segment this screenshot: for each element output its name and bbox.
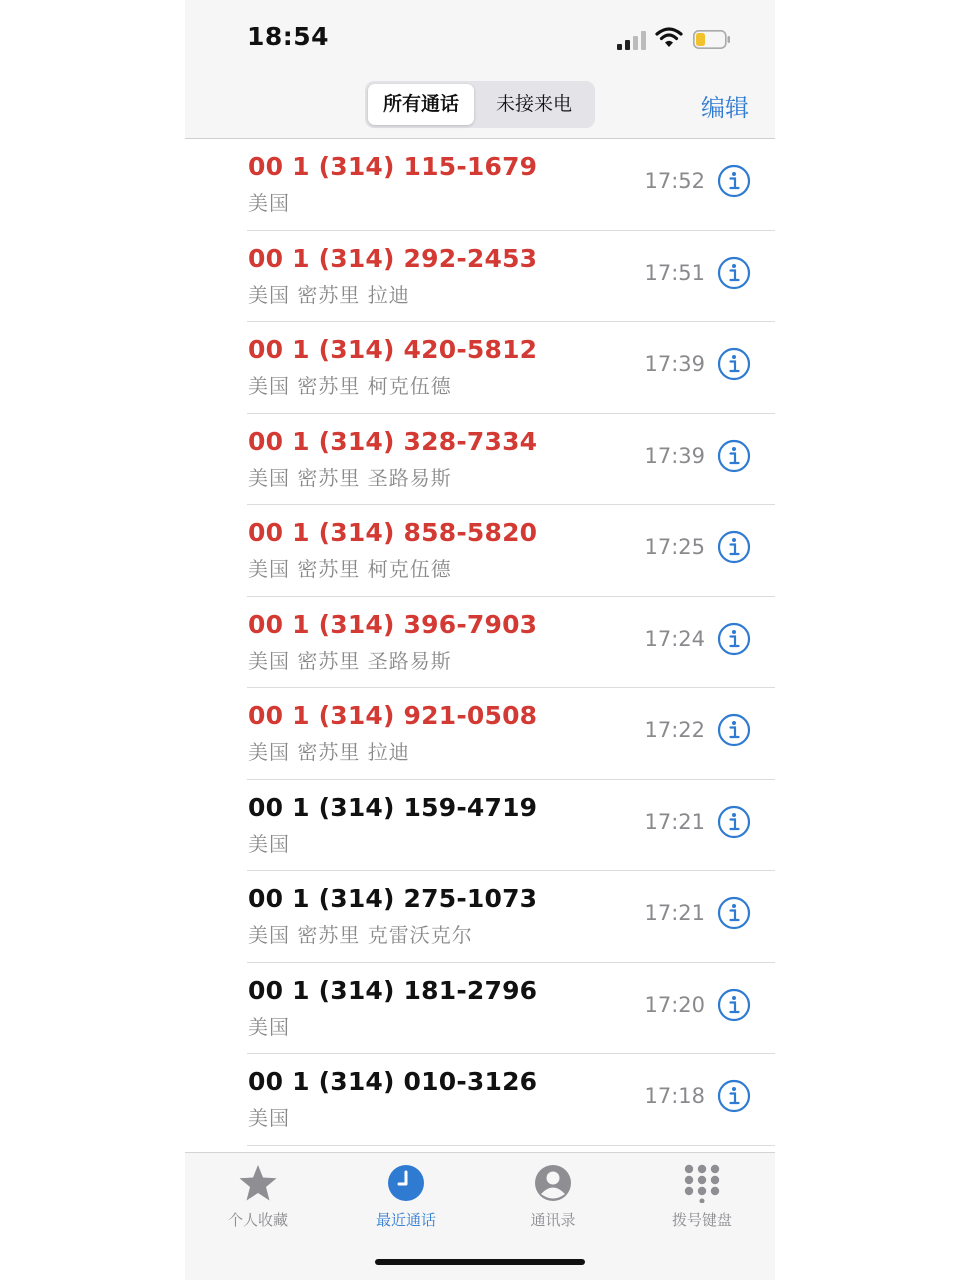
call-number: 00 1 (314) 159-4719 bbox=[248, 792, 538, 822]
tab-keypad[interactable] bbox=[642, 1153, 762, 1243]
call-time: 17:22 bbox=[644, 718, 705, 742]
call-row[interactable] bbox=[185, 139, 775, 231]
keypad-icon bbox=[682, 1163, 722, 1203]
battery-icon bbox=[693, 30, 731, 49]
call-location: 美国 密苏里 拉迪 bbox=[248, 282, 410, 307]
recent-calls-list bbox=[185, 139, 775, 1146]
call-row[interactable] bbox=[185, 322, 775, 414]
info-icon[interactable] bbox=[717, 256, 751, 290]
call-time: 17:24 bbox=[644, 626, 705, 651]
call-time: 17:39 bbox=[644, 443, 705, 468]
call-number: 00 1 (314) 921-0508 bbox=[248, 701, 538, 730]
call-time: 17:51 bbox=[644, 260, 705, 285]
call-row[interactable] bbox=[185, 505, 775, 597]
call-number: 00 1 (314) 420-5812 bbox=[248, 335, 538, 364]
call-time: 17:52 bbox=[644, 169, 705, 193]
call-location: 美国 密苏里 柯克伍德 bbox=[248, 374, 452, 398]
home-indicator[interactable] bbox=[375, 1259, 585, 1265]
phone-screen bbox=[185, 0, 775, 1280]
call-time: 17:25 bbox=[644, 535, 705, 559]
call-number: 00 1 (314) 292-2453 bbox=[248, 243, 538, 273]
call-number: 00 1 (314) 396-7903 bbox=[248, 609, 538, 639]
info-icon[interactable] bbox=[717, 530, 751, 564]
call-filter-segmented-control bbox=[365, 81, 595, 128]
call-row[interactable] bbox=[185, 871, 775, 963]
status-time: 18:54 bbox=[247, 22, 330, 51]
call-row[interactable] bbox=[185, 1054, 775, 1146]
call-number: 00 1 (314) 181-2796 bbox=[248, 975, 538, 1005]
navigation-bar bbox=[185, 70, 775, 139]
status-bar bbox=[185, 0, 775, 70]
call-row[interactable] bbox=[185, 688, 775, 780]
contact-icon bbox=[533, 1163, 573, 1203]
info-icon[interactable] bbox=[717, 439, 751, 473]
tab-recents[interactable] bbox=[346, 1153, 466, 1243]
call-location: 美国 密苏里 克雷沃克尔 bbox=[248, 923, 473, 947]
tab-favorites[interactable] bbox=[198, 1153, 318, 1243]
tab-keypad-label: 拨号键盘 bbox=[671, 1211, 732, 1229]
call-location: 美国 密苏里 圣路易斯 bbox=[248, 465, 452, 490]
tab-favorites-label: 个人收藏 bbox=[227, 1211, 288, 1229]
call-location: 美国 bbox=[248, 1014, 290, 1039]
info-icon[interactable] bbox=[717, 713, 751, 747]
call-row[interactable] bbox=[185, 963, 775, 1055]
segment-missed-calls[interactable]: 未接来电 bbox=[495, 93, 572, 115]
row-divider bbox=[247, 1145, 775, 1146]
wifi-icon bbox=[655, 26, 683, 50]
info-icon[interactable] bbox=[717, 1079, 751, 1113]
call-row[interactable] bbox=[185, 597, 775, 689]
call-location: 美国 bbox=[248, 1106, 290, 1130]
edit-button[interactable]: 编辑 bbox=[701, 94, 749, 122]
call-time: 17:20 bbox=[644, 992, 705, 1017]
info-icon[interactable] bbox=[717, 805, 751, 839]
call-location: 美国 bbox=[248, 831, 290, 856]
tab-contacts[interactable] bbox=[493, 1153, 613, 1243]
cellular-signal-icon bbox=[617, 30, 647, 50]
info-icon[interactable] bbox=[717, 622, 751, 656]
call-number: 00 1 (314) 115-1679 bbox=[248, 152, 538, 181]
tab-contacts-label: 通讯录 bbox=[530, 1211, 576, 1229]
call-number: 00 1 (314) 010-3126 bbox=[248, 1067, 538, 1096]
call-row[interactable] bbox=[185, 414, 775, 506]
call-time: 17:39 bbox=[644, 352, 705, 376]
tab-recents-label: 最近通话 bbox=[375, 1211, 436, 1229]
info-icon[interactable] bbox=[717, 164, 751, 198]
call-row[interactable] bbox=[185, 780, 775, 872]
call-number: 00 1 (314) 328-7334 bbox=[248, 426, 538, 456]
call-location: 美国 密苏里 拉迪 bbox=[248, 740, 410, 764]
call-number: 00 1 (314) 858-5820 bbox=[248, 518, 538, 547]
call-row[interactable] bbox=[185, 231, 775, 323]
call-time: 17:21 bbox=[644, 809, 705, 834]
call-time: 17:21 bbox=[644, 901, 705, 925]
call-location: 美国 密苏里 柯克伍德 bbox=[248, 557, 452, 581]
call-time: 17:18 bbox=[644, 1084, 705, 1108]
info-icon[interactable] bbox=[717, 896, 751, 930]
call-number: 00 1 (314) 275-1073 bbox=[248, 884, 538, 913]
clock-icon bbox=[386, 1163, 426, 1203]
info-icon[interactable] bbox=[717, 347, 751, 381]
call-location: 美国 bbox=[248, 191, 290, 215]
segment-all-calls[interactable]: 所有通话 bbox=[368, 84, 474, 125]
star-icon bbox=[238, 1163, 278, 1203]
call-location: 美国 密苏里 圣路易斯 bbox=[248, 648, 452, 673]
info-icon[interactable] bbox=[717, 988, 751, 1022]
